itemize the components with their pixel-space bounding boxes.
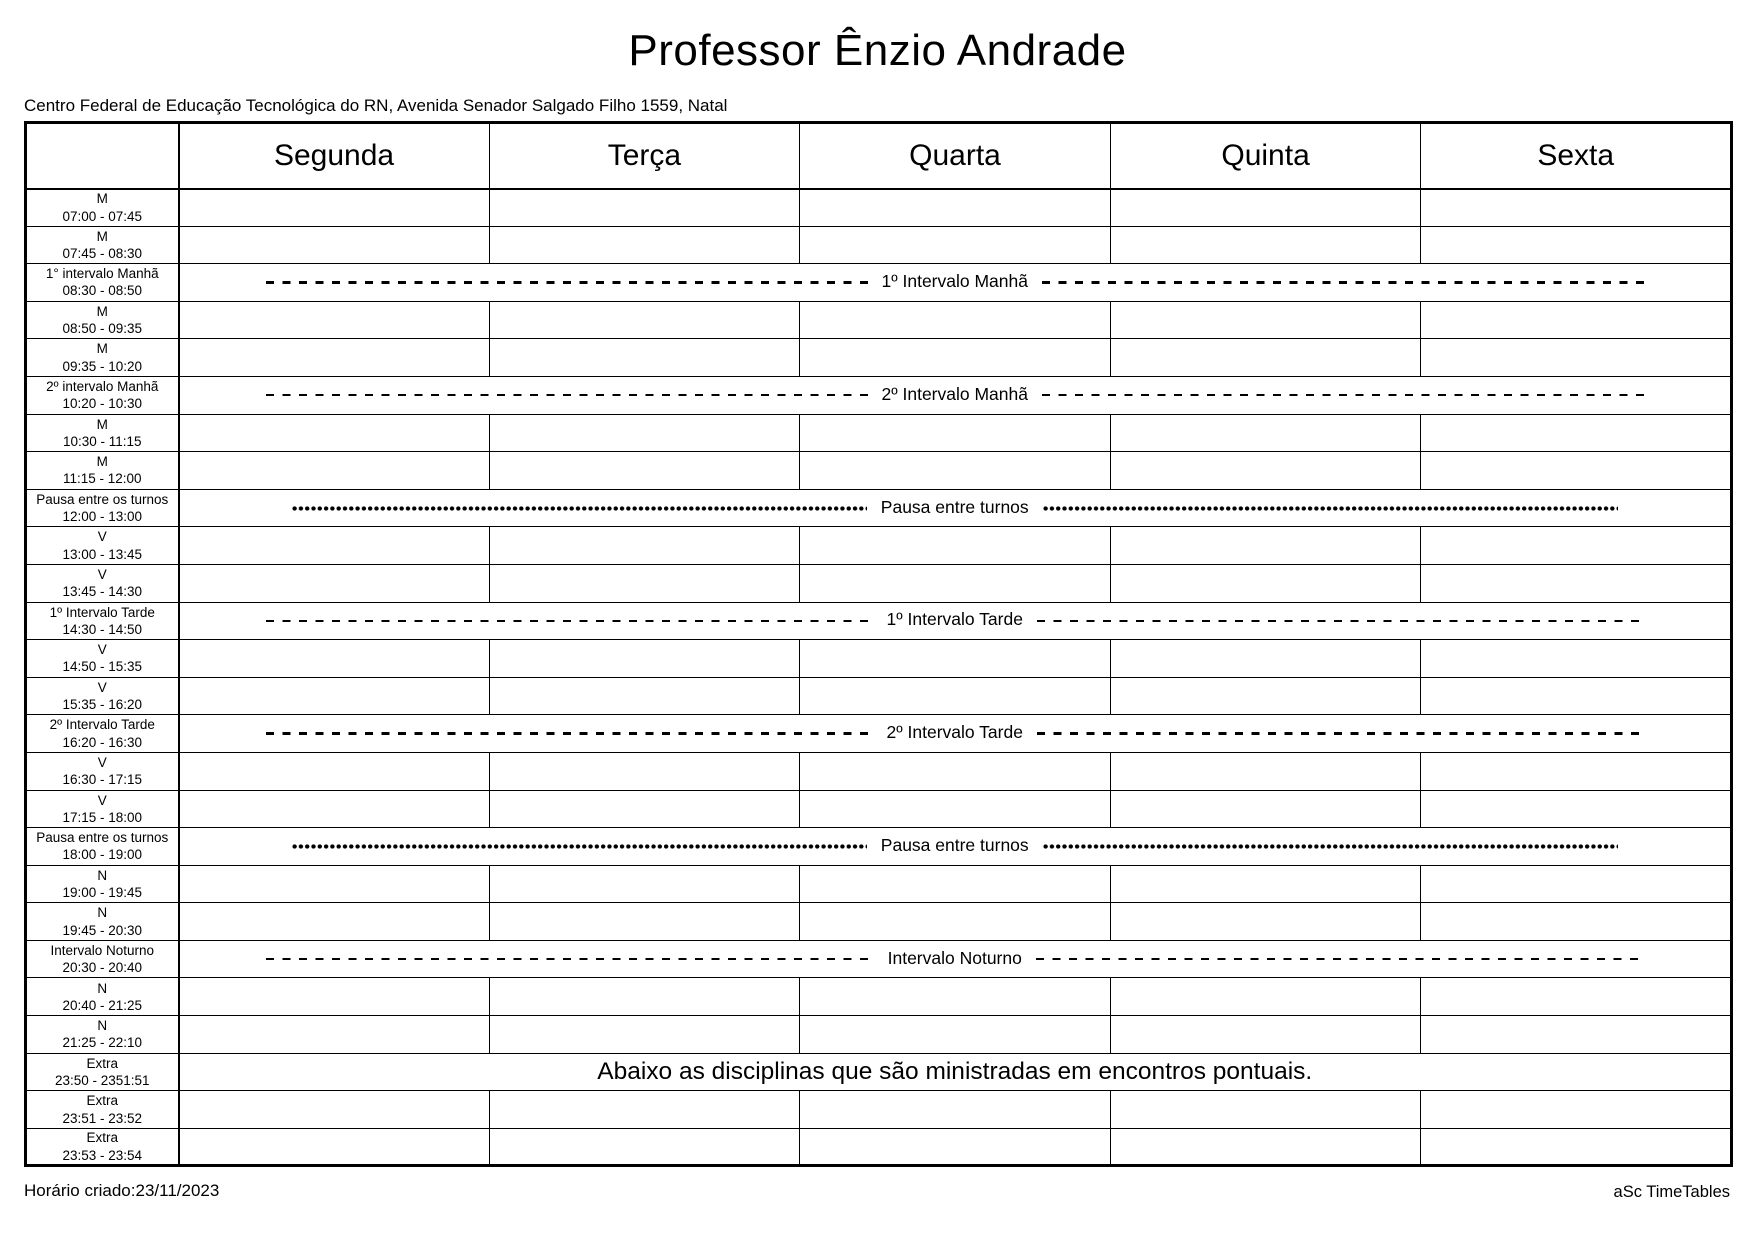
schedule-cell [800,452,1111,490]
schedule-cell [1421,301,1732,339]
period-name: V [97,792,107,808]
time-slot-label [26,677,179,715]
schedule-cell [1421,677,1732,715]
period-name: 2º intervalo Manhã [46,379,159,394]
schedule-cell [800,790,1111,828]
break-label: Pausa entre turnos [880,496,1029,517]
period-name: V [97,754,107,770]
table-row [26,226,1732,264]
schedule-cell [179,452,490,490]
schedule-cell [1421,978,1732,1016]
schedule-cell [489,865,800,903]
schedule-cell [800,865,1111,903]
dashed-line [1042,394,1644,396]
period-time-range: 11:15 - 12:00 [62,471,142,487]
schedule-cell [1421,1128,1732,1166]
schedule-cell [1421,226,1732,264]
period-name: Extra [86,1055,118,1071]
schedule-cell [1110,677,1421,715]
period-time-range: 07:00 - 07:45 [62,208,143,224]
period-name: M [96,341,108,357]
period-time-range: 20:40 - 21:25 [62,997,143,1013]
schedule-cell [1421,452,1732,490]
schedule-cell [179,677,490,715]
corner-cell [26,123,179,189]
note-text: Abaixo as disciplinas que são ministradas em encontros pontuais. [597,1057,1313,1085]
time-slot-label [26,189,179,227]
schedule-cell [179,527,490,565]
schedule-cell [489,527,800,565]
schedule-cell [489,677,800,715]
schedule-cell [1110,301,1421,339]
schedule-cell [489,301,800,339]
table-row [26,376,1732,414]
table-row [26,414,1732,452]
period-time-range: 12:00 - 13:00 [62,509,143,525]
school-address: Centro Federal de Educação Tecnológica do RN, Avenida Senador Salgado Filho 1559, Natal [24,96,728,115]
schedule-cell [1421,527,1732,565]
table-row [26,978,1732,1016]
table-row [26,677,1732,715]
schedule-cell [1421,414,1732,452]
time-slot-label [26,301,179,339]
period-time-range: 20:30 - 20:40 [62,960,143,976]
time-slot-label [26,940,179,978]
schedule-cell [800,903,1111,941]
period-time-range: 08:30 - 08:50 [62,283,143,299]
period-name: Intervalo Noturno [50,942,155,958]
schedule-cell [1110,226,1421,264]
period-time-range: 23:51 - 23:52 [62,1110,143,1126]
schedule-cell [1421,1016,1732,1054]
schedule-cell [800,226,1111,264]
break-cell [179,715,1732,753]
schedule-cell [179,752,490,790]
period-name: V [97,642,107,658]
dashed-line [1036,958,1644,960]
schedule-cell [1421,903,1732,941]
time-slot-label [26,226,179,264]
period-name: M [96,454,108,470]
schedule-cell [1110,564,1421,602]
schedule-cell [1110,978,1421,1016]
period-name: N [97,980,108,996]
time-slot-label [26,978,179,1016]
schedule-cell [1110,903,1421,941]
schedule-cell [800,677,1111,715]
schedule-cell [1421,1091,1732,1129]
table-row [26,264,1732,302]
table-row [26,1016,1732,1054]
break-label: 1º Intervalo Tarde [886,609,1023,630]
table-row [26,489,1732,527]
time-slot-label [26,752,179,790]
period-name: Extra [86,1093,118,1109]
period-name: Extra [86,1130,118,1146]
schedule-cell [179,339,490,377]
period-name: N [97,1018,108,1034]
period-time-range: 10:20 - 10:30 [62,396,143,412]
break-label: 1º Intervalo Manhã [881,270,1028,291]
table-row [26,189,1732,227]
header-row [26,123,1732,189]
schedule-cell [1110,1016,1421,1054]
schedule-cell [489,1128,800,1166]
schedule-cell [800,527,1111,565]
schedule-cell [800,414,1111,452]
dashed-line [1037,732,1644,734]
table-row [26,452,1732,490]
day-header-terca: Terça [489,123,800,189]
schedule-cell [800,978,1111,1016]
schedule-cell [489,189,800,227]
table-row [26,903,1732,941]
dashed-line [1037,620,1644,622]
day-header-segunda: Segunda [179,123,490,189]
table-row [26,865,1732,903]
schedule-cell [800,301,1111,339]
period-time-range: 09:35 - 10:20 [62,358,143,374]
break-cell [179,940,1732,978]
schedule-cell [179,189,490,227]
period-time-range: 15:35 - 16:20 [62,697,143,713]
table-row [26,715,1732,753]
period-name: 1º Intervalo Tarde [49,604,155,620]
schedule-cell [1110,1128,1421,1166]
schedule-cell [800,640,1111,678]
schedule-cell [1110,452,1421,490]
table-row [26,940,1732,978]
schedule-cell [179,1016,490,1054]
schedule-cell [800,1091,1111,1129]
schedule-cell [1421,865,1732,903]
period-time-range: 10:30 - 11:15 [62,433,142,449]
time-slot-label [26,903,179,941]
period-time-range: 07:45 - 08:30 [62,245,143,261]
schedule-cell [489,978,800,1016]
page-title: Professor Ênzio Andrade [628,26,1127,75]
dotted-line [1043,844,1618,849]
period-name: M [96,416,108,432]
break-cell [179,602,1732,640]
dashed-line [266,394,868,396]
schedule-cell [800,1016,1111,1054]
period-name: V [97,566,107,582]
schedule-cell [179,226,490,264]
dotted-line [292,506,867,511]
table-row [26,790,1732,828]
schedule-cell [489,903,800,941]
schedule-cell [489,790,800,828]
period-name: V [97,679,107,695]
table-row [26,1128,1732,1166]
schedule-cell [179,414,490,452]
table-row [26,1053,1732,1091]
schedule-cell [179,903,490,941]
period-time-range: 13:45 - 14:30 [62,584,143,600]
schedule-cell [489,226,800,264]
schedule-cell [179,1128,490,1166]
schedule-cell [489,339,800,377]
schedule-cell [489,564,800,602]
table-row [26,564,1732,602]
period-time-range: 16:20 - 16:30 [62,734,143,750]
asc-timetables-brand: aSc TimeTables [1613,1183,1730,1201]
time-slot-label [26,452,179,490]
schedule-cell [1110,640,1421,678]
schedule-cell [489,452,800,490]
period-time-range: 14:50 - 15:35 [62,659,143,675]
table-row [26,640,1732,678]
schedule-cell [1110,1091,1421,1129]
time-slot-label [26,414,179,452]
period-name: 1° intervalo Manhã [45,266,159,282]
time-slot-label [26,489,179,527]
schedule-cell [1110,527,1421,565]
schedule-cell [1110,790,1421,828]
dashed-line [266,958,874,960]
period-time-range: 16:30 - 17:15 [62,772,143,788]
time-slot-label [26,1016,179,1054]
schedule-cell [489,414,800,452]
period-time-range: 21:25 - 22:10 [62,1035,143,1051]
period-name: N [97,867,108,883]
dotted-line [1043,506,1618,511]
dashed-line [266,281,868,283]
schedule-cell [489,1091,800,1129]
schedule-cell [489,640,800,678]
break-label: 2º Intervalo Tarde [886,722,1023,743]
timetable-body [26,189,1732,1166]
dashed-line [266,620,873,622]
created-date-label: Horário criado:23/11/2023 [24,1181,220,1200]
period-time-range: 14:30 - 14:50 [62,621,143,637]
time-slot-label [26,564,179,602]
period-name: M [96,303,108,319]
schedule-cell [1421,339,1732,377]
schedule-cell [179,640,490,678]
dashed-line [266,732,873,734]
note-cell [179,1053,1732,1091]
schedule-cell [800,564,1111,602]
time-slot-label [26,376,179,414]
break-cell [179,264,1732,302]
schedule-cell [1110,752,1421,790]
timetable [24,121,1733,1167]
schedule-cell [1110,414,1421,452]
day-header-sexta: Sexta [1421,123,1732,189]
period-time-range: 13:00 - 13:45 [62,546,143,562]
dashed-line [1042,281,1644,283]
period-time-range: 08:50 - 09:35 [62,321,143,337]
break-cell [179,828,1732,866]
time-slot-label [26,828,179,866]
time-slot-label [26,1128,179,1166]
period-time-range: 19:00 - 19:45 [62,884,143,900]
schedule-cell [179,1091,490,1129]
schedule-cell [1421,752,1732,790]
time-slot-label [26,602,179,640]
period-time-range: 17:15 - 18:00 [62,809,143,825]
time-slot-label [26,790,179,828]
period-name: M [96,228,108,244]
time-slot-label [26,865,179,903]
table-row [26,602,1732,640]
time-slot-label [26,1053,179,1091]
table-row [26,752,1732,790]
period-name: Pausa entre os turnos [36,830,169,846]
period-time-range: 19:45 - 20:30 [62,922,143,938]
schedule-cell [1421,189,1732,227]
day-header-quarta: Quarta [800,123,1111,189]
break-label: Intervalo Noturno [887,947,1022,968]
schedule-cell [800,339,1111,377]
table-row [26,1091,1732,1129]
break-label: Pausa entre turnos [880,834,1029,855]
period-name: Pausa entre os turnos [36,491,169,507]
schedule-cell [1421,640,1732,678]
table-row [26,301,1732,339]
schedule-cell [1110,865,1421,903]
period-name: V [97,529,107,545]
time-slot-label [26,715,179,753]
schedule-cell [800,1128,1111,1166]
period-time-range: 18:00 - 19:00 [62,847,143,863]
table-row [26,339,1732,377]
schedule-cell [800,189,1111,227]
schedule-cell [489,1016,800,1054]
period-name: 2º Intervalo Tarde [49,717,155,733]
schedule-cell [179,978,490,1016]
schedule-cell [179,790,490,828]
break-label: 2º Intervalo Manhã [881,383,1028,404]
schedule-cell [179,564,490,602]
schedule-cell [179,301,490,339]
time-slot-label [26,264,179,302]
schedule-cell [1421,790,1732,828]
time-slot-label [26,1091,179,1129]
dotted-line [292,844,867,849]
period-name: N [97,905,108,921]
table-row [26,828,1732,866]
break-cell [179,489,1732,527]
time-slot-label [26,640,179,678]
table-row [26,527,1732,565]
time-slot-label [26,527,179,565]
schedule-cell [489,752,800,790]
schedule-cell [1110,339,1421,377]
schedule-cell [1421,564,1732,602]
schedule-cell [1110,189,1421,227]
period-name: M [96,191,108,207]
schedule-cell [800,752,1111,790]
schedule-cell [179,865,490,903]
period-time-range: 23:53 - 23:54 [62,1147,143,1163]
day-header-quinta: Quinta [1110,123,1421,189]
period-time-range: 23:50 - 2351:51 [54,1072,150,1088]
time-slot-label [26,339,179,377]
break-cell [179,376,1732,414]
